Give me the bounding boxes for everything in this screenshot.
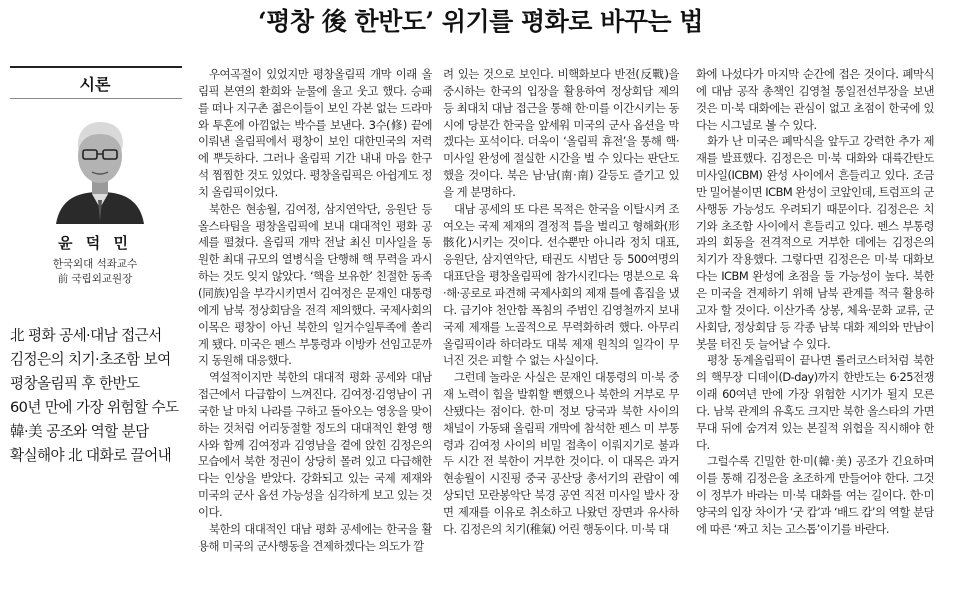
paragraph: 북한은 현송월, 김여정, 삼지연악단, 응원단 등 올스타팀을 평창올림픽에 보내 대대적인 평화 공세를 펼쳤다. 올림픽 개막 전날 최신 미사일을 동원한 최대 규모의 열병식을 단행해 핵 무력을 과시하는 것도 잊지 않았다. ‘핵을 보유한’ 친절한 동족(同族)임을 부각시키면서 김여정은 문재인 대통령에게 남북 정상회담을 전격 제의했다. 국제사회의 이목은 평창이 아닌 북한의 일거수일투족에 쏠리게 됐다. 미국은 펜스 부통령과 이방카 선임고문까지 동원해 대응했다. (198, 201, 432, 368)
author-former-title: 前 국립외교원장 (57, 273, 133, 285)
sidebar-label-rule (10, 98, 182, 99)
author-name: 윤 덕 민 (58, 234, 132, 252)
paragraph: 그런데 놀라운 사실은 문재인 대통령의 미·북 중재 노력이 힘을 발휘할 뻔했으나 북한의 거부로 무산됐다는 점이다. 한·미 정보 당국과 북한 사이의 채널이 가동돼 올림픽 개막에 참석한 펜스 미 부통령과 김여정 사이의 비밀 접촉이 이뤄지기로 불과 두 시간 전 북한이 거부한 것이다. 이 대목은 과거 현송월이 시진핑 중국 공산당 총서기의 관람이 예상되던 모란봉악단 북경 공연 직전 미사일 발사 장면 제재를 이유로 취소하고 나왔던 장면과 유사하다. 김정은의 치기(稚氣) 어린 행동이다. 미·북 대 (443, 370, 679, 536)
section-label: 시론 (79, 75, 111, 94)
paragraph: 대남 공세의 또 다른 목적은 한국을 이탈시켜 조여오는 국제 제재의 결정적 틈을 벌리고 형해화(形骸化)시키는 것이다. 선수뿐만 아니라 정치 대표, 응원단, 삼지연악단, 태권도 시범단 등 500여명의 대표단을 평창올림픽에 참가시킨다는 명분으로 육·해·공로로 파견해 국제사회의 제재 틀에 흠집을 냈다. 급기야 천안함 폭침의 주범인 김영철까지 보내 국제 제재를 노골적으로 무력화하려 했다. 아무리 올림픽이라 하더라도 대북 제재 원칙의 일각이 무너진 것은 피할 수 없는 사실이다. (443, 201, 679, 368)
article-column-2 (443, 66, 679, 586)
summary-box (10, 324, 190, 468)
paragraph: 그럴수록 긴밀한 한·미(韓·美) 공조가 긴요하며 이를 통해 김정은을 초조하게 만들어야 한다. 그것이 정부가 바라는 미·북 대화를 여는 길이다. 한·미 양국의 입장 차이가 ‘굿 캅’과 ‘배드 캅’의 역할 분담에 따른 ‘짜고 치는 고스톱’이기를 바란다. (696, 454, 934, 536)
sidebar-top-rule (10, 66, 182, 68)
paragraph: 북한의 대대적인 대남 평화 공세에는 한국을 활용해 미국의 군사행동을 견제하겠다는 의도가 깔 (198, 521, 432, 553)
summary-line: 확실해야 北 대화로 끌어내 (10, 447, 172, 464)
paragraph: 화가 난 미국은 폐막식을 앞두고 강력한 추가 제재를 발표했다. 김정은은 미·북 대화와 대륙간탄도미사일(ICBM) 완성 사이에서 흔들리고 있다. 조금만 밀어붙이면 ICBM 완성이 코앞인데, 트럼프의 군사행동 가능성도 우려되기 때문이다. 김정은은 치기와 초조함 사이에서 흔들리고 있다. 펜스 부통령과의 회동을 전격적으로 거부한 데에는 김정은의 치기가 작용했다. 그렇다면 김정은은 미·북 대화보다는 ICBM 완성에 초점을 둘 가능성이 높다. 북한은 미국을 견제하기 위해 남북 관계를 적극 활용하고자 할 것이다. 이산가족 상봉, 체육·문화 교류, 군사회담, 정상회담 등 각종 남북 대화 제의와 만남이 봇물 터진 듯 늘어날 수 있다. (696, 134, 934, 351)
author-portrait (52, 104, 148, 224)
summary-line: 평창올림픽 후 한반도 (10, 375, 140, 392)
paragraph: 려 있는 것으로 보인다. 비핵화보다 반전(反戰)을 중시하는 한국의 입장을 활용하여 정상회담 제의 등 최대치 대남 접근을 통해 한·미를 이간시키는 동시에 당분간 한국을 앞세워 미국의 군사 옵션을 막겠다는 포석이다. 더욱이 ‘올림픽 휴전’을 통해 핵·미사일 완성에 절실한 시간을 벌 수 있다는 판단도 했을 것이다. 북은 남·남(南·南) 갈등도 즐기고 있을 게 분명하다. (443, 67, 679, 199)
summary-line: 韓·美 공조와 역할 분담 (10, 423, 149, 440)
paragraph: 평창 동계올림픽이 끝나면 롤러코스터처럼 북한의 핵무장 디데이(D-day)까지 한반도는 6·25전쟁 이래 60여년 만에 가장 위험한 시기가 될지 모른다. 남북 관계의 유혹도 크지만 북한 올스타의 가면 무대 뒤에 숨겨져 있는 본질적 위협을 직시해야 한다. (696, 353, 934, 452)
paragraph: 우여곡절이 있었지만 평창올림픽 개막 이래 올림픽 본연의 환희와 눈물에 울고 웃고 했다. 승패를 떠나 지구촌 젊은이들이 보인 각본 없는 드라마와 투혼에 아낌없는 박수를 보낸다. 3수(修) 끝에 이뤄낸 올림픽에서 평창이 보인 대한민국의 저력에 뿌듯하다. 그러나 올림픽 기간 내내 마음 한구석 찜찜한 것도 있었다. 평창올림픽은 아쉽게도 정치 올림픽이었다. (198, 67, 432, 199)
sidebar (0, 60, 190, 591)
summary-line: 60년 만에 가장 위험할 수도 (10, 399, 179, 416)
article-headline: ‘평창 後 한반도’ 위기를 평화로 바꾸는 법 (258, 7, 703, 36)
author-title: 한국외대 석좌교수 (52, 258, 138, 270)
article-column-3 (696, 66, 934, 586)
summary-line: 北 평화 공세·대남 접근서 (10, 327, 162, 344)
article-column-1 (198, 66, 432, 586)
paragraph: 역설적이지만 북한의 대대적 평화 공세와 대남 접근에서 다급함이 느껴진다. 김여정·김영남이 귀국한 날 마치 나라를 구하고 돌아오는 영웅을 맞이하는 것처럼 어리둥절할 정도의 대대적인 환영 행사와 함께 김여정과 김영남을 곁에 앉힌 김정은의 모습에서 북한 정권이 상당히 몰려 있고 다급해한다는 인상을 받았다. 강화되고 있는 국제 제재와 미국의 군사 옵션 가능성을 심각하게 보고 있는 것이다. (198, 370, 432, 519)
paragraph: 화에 나섰다가 마지막 순간에 접은 것이다. 폐막식에 대남 공작 총책인 김영철 통일전선부장을 보낸 것은 미·북 대화에는 관심이 없고 초점이 한국에 있다는 시그널로 볼 수 있다. (696, 67, 934, 132)
summary-line: 김정은의 치기·초조함 보여 (10, 351, 171, 368)
